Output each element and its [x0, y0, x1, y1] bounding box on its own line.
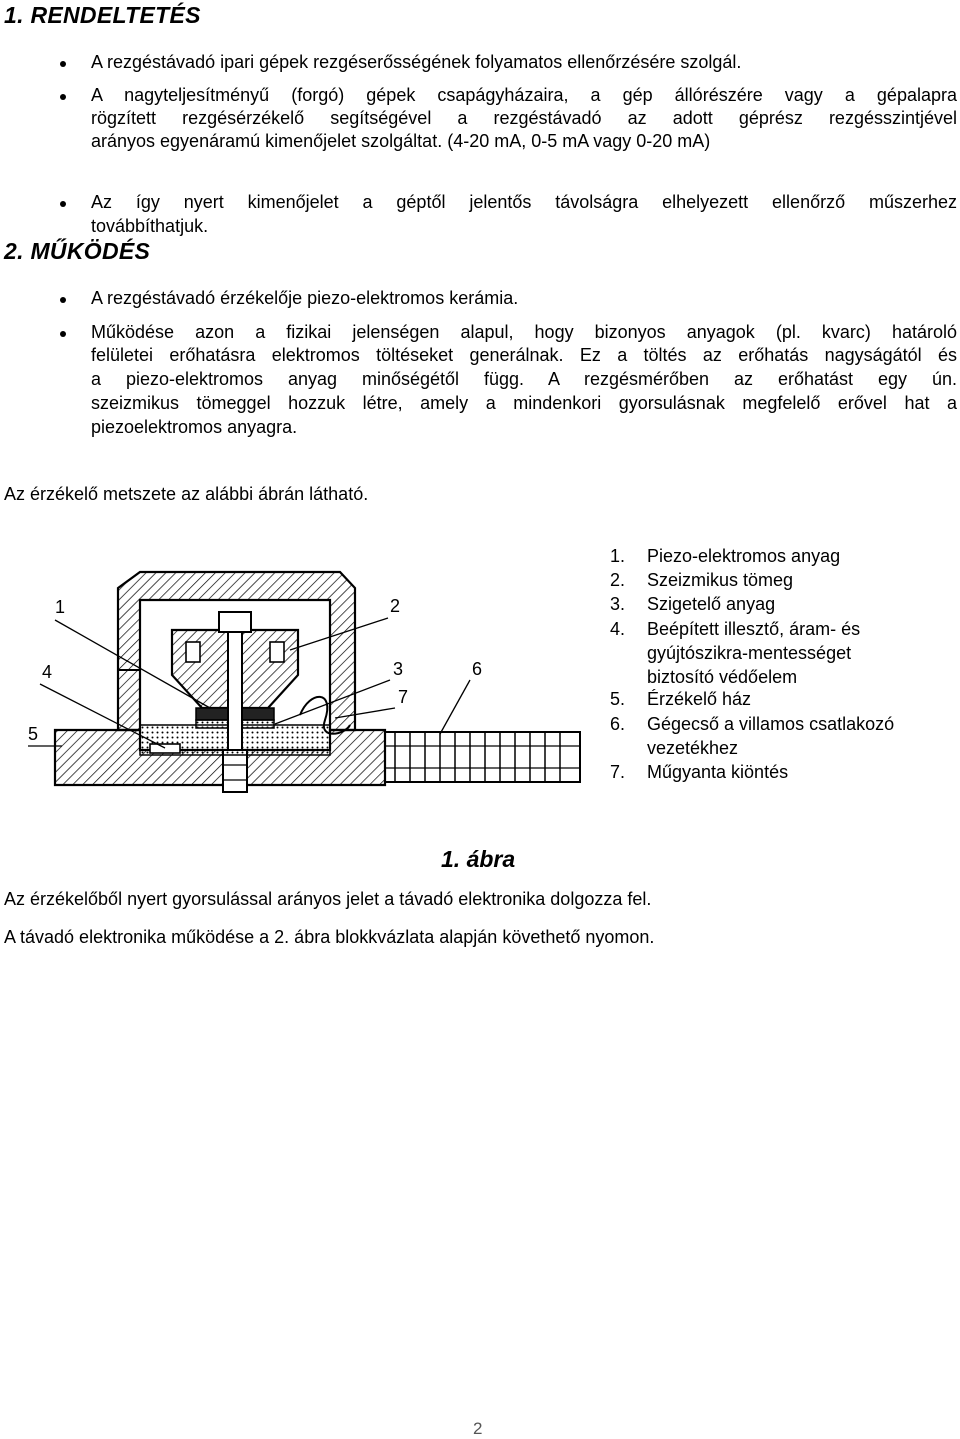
body-paragraph: Az érzékelőből nyert gyorsulással arányos jelet a távadó elektronika dolgozza fel. — [4, 889, 652, 909]
bullet-line: felületei erőhatásra elektromos töltéseket generálnak. Ez a töltés az erőhatás nagyságától és — [91, 345, 957, 365]
bullet-dot — [60, 201, 66, 207]
protective-element — [150, 744, 180, 753]
center-bolt-shaft — [228, 632, 242, 750]
legend-text: vezetékhez — [647, 738, 739, 758]
legend-number: 3. — [610, 594, 626, 614]
legend-number: 1. — [610, 546, 626, 566]
legend-text: biztosító védőelem — [647, 667, 798, 687]
legend-number: 2. — [610, 570, 626, 590]
callout-6: 6 — [472, 659, 483, 679]
bullet-line: piezoelektromos anyagra. — [91, 417, 298, 437]
sensor-cross-section-figure — [0, 550, 600, 820]
bullet-dot — [60, 94, 66, 100]
legend-text: Szeizmikus tömeg — [647, 570, 794, 590]
callout-7: 7 — [398, 687, 409, 707]
bullet-line: Az így nyert kimenőjelet a géptől jelentős távolságra elhelyezett ellenőrző műszerhez — [91, 192, 957, 212]
bullet-line: arányos egyenáramú kimenőjelet szolgáltat. (4-20 mA, 0-5 mA vagy 0-20 mA) — [91, 131, 711, 151]
bullet-line: rögzített rezgésérzékelő segítségével a rezgéstávadó az adott géprész rezgésszintjével — [91, 108, 957, 128]
center-bolt-head — [219, 612, 251, 632]
bullet-dot — [60, 297, 66, 303]
section-1-heading: 1. RENDELTETÉS — [4, 2, 201, 28]
legend-text: Gégecső a villamos csatlakozó — [647, 714, 895, 734]
cable-conduit — [385, 732, 580, 782]
callout-1: 1 — [55, 597, 66, 617]
bullet-dot — [60, 331, 66, 337]
bullet-line: A rezgéstávadó érzékelője piezo-elektromos kerámia. — [91, 288, 519, 308]
bullet-dot — [60, 61, 66, 67]
section-2-heading: 2. MŰKÖDÉS — [4, 238, 151, 264]
bullet-line: A nagyteljesítményű (forgó) gépek csapágyházaira, a gép állórészére vagy a gépalapra — [91, 85, 957, 105]
legend-number: 6. — [610, 714, 626, 734]
callout-2: 2 — [390, 596, 401, 616]
callout-3: 3 — [393, 659, 404, 679]
bullet-line: A rezgéstávadó ipari gépek rezgéserősségének folyamatos ellenőrzésére szolgál. — [91, 52, 742, 72]
callout-4: 4 — [42, 662, 53, 682]
legend-text: Érzékelő ház — [647, 689, 752, 709]
figure-legend — [610, 546, 955, 796]
figure-intro-text: Az érzékelő metszete az alábbi ábrán látható. — [4, 484, 369, 504]
figure-caption: 1. ábra — [441, 846, 516, 872]
legend-number: 4. — [610, 619, 626, 639]
legend-text: Piezo-elektromos anyag — [647, 546, 841, 566]
body-paragraph: A távadó elektronika működése a 2. ábra blokkvázlata alapján követhető nyomon. — [4, 927, 655, 947]
callout-5: 5 — [28, 724, 39, 744]
bullet-line: szeizmikus tömeggel hozzuk létre, amely a mindenkori gyorsulásnak megfelelő erővel hat a — [91, 393, 957, 413]
legend-number: 5. — [610, 689, 626, 709]
bullet-line: Működése azon a fizikai jelenségen alapul, hogy bizonyos anyagok (pl. kvarc) határoló — [91, 322, 957, 342]
legend-text: Szigetelő anyag — [647, 594, 776, 614]
legend-text: Műgyanta kiöntés — [647, 762, 789, 782]
legend-number: 7. — [610, 762, 626, 782]
page-number: 2 — [473, 1419, 483, 1438]
base-threaded-hole — [223, 750, 247, 792]
bullet-line: továbbíthatjuk. — [91, 216, 209, 236]
legend-text: gyújtószikra-mentességet — [647, 643, 852, 663]
bullet-line: a piezo-elektromos anyag minőségétől függ. A rezgésmérőben az erőhatást egy ún. — [91, 369, 957, 389]
legend-text: Beépített illesztő, áram- és — [647, 619, 861, 639]
